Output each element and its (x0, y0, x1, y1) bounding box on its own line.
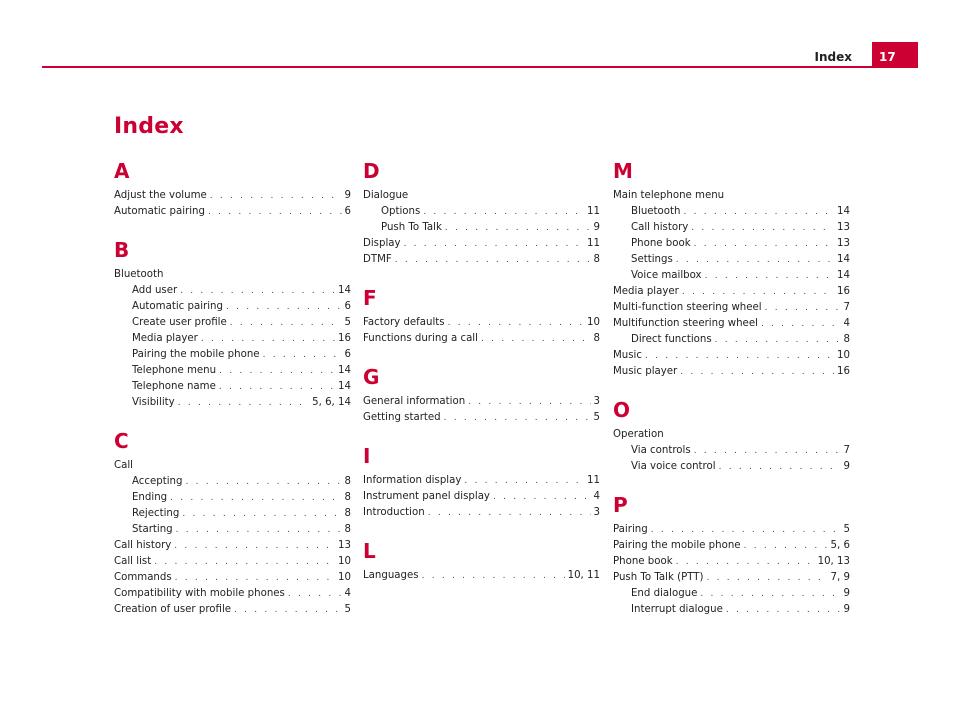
index-entry-page: 10 (587, 317, 600, 328)
dot-leader (226, 299, 342, 315)
index-entry (613, 220, 850, 236)
page-number-badge: 17 (872, 42, 918, 68)
index-entry (114, 538, 351, 554)
index-entry (613, 459, 850, 475)
index-entry (613, 602, 850, 618)
index-entry (114, 554, 351, 570)
index-entry-term: Call history (631, 222, 689, 233)
index-entry (114, 379, 351, 395)
index-section (114, 158, 351, 220)
index-entry-page: 8 (344, 492, 351, 503)
index-entry-page: 3 (593, 507, 600, 518)
index-entry-term: Options (381, 206, 421, 217)
index-entry-page: 14 (837, 270, 850, 281)
dot-leader (154, 554, 335, 570)
index-entry-term: Functions during a call (363, 333, 478, 344)
index-entry (613, 204, 850, 220)
dot-leader (180, 283, 335, 299)
index-entry-page: 6 (344, 349, 351, 360)
index-entry (613, 332, 850, 348)
index-entry (114, 188, 351, 204)
index-entry-term: Voice mailbox (631, 270, 702, 281)
index-entry-page: 5 (593, 412, 600, 423)
dot-leader (219, 363, 335, 379)
dot-leader (444, 410, 591, 426)
index-entry-term: Phone book (613, 556, 673, 567)
index-entry-term: Getting started (363, 412, 441, 423)
index-entry-term: Push To Talk (PTT) (613, 572, 704, 583)
index-entry-page: 4 (843, 318, 850, 329)
index-entry-term: Automatic pairing (132, 301, 223, 312)
index-entry-term: DTMF (363, 254, 392, 265)
index-entry-page: 16 (837, 286, 850, 297)
index-entry-page: 11 (587, 206, 600, 217)
index-entry (114, 299, 351, 315)
dot-leader (645, 348, 834, 364)
index-entry-term: Interrupt dialogue (631, 604, 723, 615)
index-entry-page: 13 (837, 222, 850, 233)
index-entry-term: General information (363, 396, 466, 407)
index-letter-heading: L (363, 539, 376, 563)
index-letter-heading: A (114, 159, 130, 183)
index-entry (613, 300, 850, 316)
index-entry-term: Factory defaults (363, 317, 445, 328)
dot-leader (178, 395, 309, 411)
index-entry-term: Settings (631, 254, 673, 265)
index-entry (363, 236, 600, 252)
index-entry-page: 13 (837, 238, 850, 249)
header-rule (42, 66, 918, 68)
index-entry-page: 6 (344, 206, 351, 217)
index-section (363, 285, 600, 347)
index-entry-term: Multifunction steering wheel (613, 318, 758, 329)
dot-leader (705, 268, 834, 284)
index-entry-term: Bluetooth (114, 269, 164, 280)
index-entry (114, 331, 351, 347)
index-section (613, 397, 850, 475)
index-entry (114, 570, 351, 586)
index-entry-term: Music player (613, 366, 678, 377)
index-entry-page: 8 (593, 254, 600, 265)
dot-leader (448, 315, 584, 331)
index-entry-term: Call history (114, 540, 172, 551)
index-entry (363, 220, 600, 236)
index-entry-term: Commands (114, 572, 172, 583)
index-entry (363, 252, 600, 268)
index-letter-heading: D (363, 159, 380, 183)
index-section (613, 492, 850, 618)
index-entry-term: Telephone menu (132, 365, 217, 376)
index-entry-term: Direct functions (631, 334, 712, 345)
index-entry-page: 14 (837, 206, 850, 217)
dot-leader (694, 443, 841, 459)
index-entry-term: Music (613, 350, 642, 361)
dot-leader (170, 490, 341, 506)
index-entry-page: 6 (344, 301, 351, 312)
index-column-1 (114, 158, 351, 618)
dot-leader (404, 236, 584, 252)
index-letter-heading: M (613, 159, 633, 183)
index-entry (114, 267, 351, 283)
dot-leader (744, 538, 828, 554)
index-letter-heading: I (363, 444, 371, 468)
index-entry-term: Ending (132, 492, 168, 503)
index-entry-term: Creation of user profile (114, 604, 232, 615)
dot-leader (493, 489, 591, 505)
index-entry (114, 204, 351, 220)
index-entry-page: 5, 6, 14 (312, 397, 351, 408)
index-letter-heading: P (613, 493, 628, 517)
index-entry (363, 204, 600, 220)
index-entry-page: 14 (338, 285, 351, 296)
index-entry-term: Display (363, 238, 401, 249)
index-section (613, 158, 850, 380)
index-entry (613, 316, 850, 332)
dot-leader (175, 570, 335, 586)
index-entry (613, 348, 850, 364)
index-entry (613, 236, 850, 252)
index-entry-term: Telephone name (132, 381, 216, 392)
index-letter-heading: G (363, 365, 380, 389)
index-entry (114, 522, 351, 538)
index-entry (114, 347, 351, 363)
index-entry (363, 505, 600, 521)
index-column-2 (363, 158, 600, 584)
dot-leader (726, 602, 841, 618)
dot-leader (230, 315, 342, 331)
index-entry (114, 506, 351, 522)
index-entry-page: 8 (344, 476, 351, 487)
index-entry (613, 554, 850, 570)
index-entry-page: 5 (344, 317, 351, 328)
dot-leader (185, 474, 341, 490)
index-entry-term: Phone book (631, 238, 691, 249)
index-entry-term: Dialogue (363, 190, 409, 201)
index-entry-term: Information display (363, 475, 462, 486)
index-entry-page: 7 (843, 302, 850, 313)
index-entry-term: Via controls (631, 445, 691, 456)
index-entry (613, 538, 850, 554)
dot-leader (676, 554, 815, 570)
index-entry-term: End dialogue (631, 588, 698, 599)
index-entry-page: 9 (344, 190, 351, 201)
index-entry (613, 284, 850, 300)
index-entry-page: 14 (837, 254, 850, 265)
index-section (363, 158, 600, 268)
index-section (363, 443, 600, 521)
index-entry-page: 14 (338, 381, 351, 392)
index-entry-page: 9 (593, 222, 600, 233)
dot-leader (464, 473, 584, 489)
index-entry-term: Pairing (613, 524, 648, 535)
dot-leader (234, 602, 341, 618)
index-entry (363, 188, 600, 204)
dot-leader (715, 332, 841, 348)
index-letter-heading: B (114, 238, 130, 262)
index-entry-page: 8 (843, 334, 850, 345)
index-entry-term: Starting (132, 524, 173, 535)
index-entry-page: 4 (593, 491, 600, 502)
index-entry (363, 473, 600, 489)
index-entry (613, 252, 850, 268)
dot-leader (682, 284, 834, 300)
index-entry-page: 5 (344, 604, 351, 615)
index-entry-page: 5 (843, 524, 850, 535)
index-entry-page: 11 (587, 238, 600, 249)
index-entry (114, 395, 351, 411)
dot-leader (676, 252, 834, 268)
index-entry-page: 10, 13 (817, 556, 850, 567)
dot-leader (176, 522, 342, 538)
dot-leader (651, 522, 841, 538)
dot-leader (765, 300, 841, 316)
index-entry (114, 474, 351, 490)
index-entry-term: Operation (613, 429, 664, 440)
index-entry-term: Pairing the mobile phone (613, 540, 741, 551)
index-entry-page: 8 (344, 524, 351, 535)
dot-leader (683, 204, 834, 220)
dot-leader (263, 347, 342, 363)
page-title: Index (114, 114, 184, 139)
index-entry (613, 427, 850, 443)
dot-leader (182, 506, 341, 522)
dot-leader (481, 331, 591, 347)
index-entry (114, 458, 351, 474)
index-entry-page: 16 (338, 333, 351, 344)
dot-leader (694, 236, 834, 252)
index-letter-heading: C (114, 429, 129, 453)
index-entry-term: Via voice control (631, 461, 716, 472)
index-entry-page: 14 (338, 365, 351, 376)
dot-leader (700, 586, 840, 602)
index-entry-page: 10 (837, 350, 850, 361)
index-entry (114, 363, 351, 379)
index-entry-term: Languages (363, 570, 419, 581)
dot-leader (691, 220, 834, 236)
index-entry-term: Add user (132, 285, 178, 296)
dot-leader (288, 586, 342, 602)
index-entry (613, 188, 850, 204)
index-entry-term: Create user profile (132, 317, 227, 328)
index-entry-page: 9 (843, 588, 850, 599)
index-entry (613, 268, 850, 284)
index-entry-term: Call list (114, 556, 152, 567)
index-entry (363, 568, 600, 584)
dot-leader (210, 188, 342, 204)
index-entry-term: Rejecting (132, 508, 180, 519)
index-entry-term: Pairing the mobile phone (132, 349, 260, 360)
index-entry-page: 5, 6 (830, 540, 850, 551)
dot-leader (719, 459, 841, 475)
index-section (363, 364, 600, 426)
index-entry-page: 7, 9 (830, 572, 850, 583)
index-entry-term: Automatic pairing (114, 206, 205, 217)
index-entry-page: 10 (338, 572, 351, 583)
index-entry-page: 9 (843, 604, 850, 615)
dot-leader (395, 252, 591, 268)
index-entry (114, 283, 351, 299)
index-entry-page: 13 (338, 540, 351, 551)
index-entry (363, 331, 600, 347)
index-entry (613, 443, 850, 459)
dot-leader (208, 204, 342, 220)
index-entry (363, 489, 600, 505)
index-entry-page: 4 (344, 588, 351, 599)
dot-leader (174, 538, 335, 554)
index-entry-term: Multi-function steering wheel (613, 302, 762, 313)
index-entry-term: Adjust the volume (114, 190, 207, 201)
dot-leader (423, 204, 584, 220)
dot-leader (680, 364, 834, 380)
dot-leader (201, 331, 335, 347)
index-entry (114, 315, 351, 331)
index-entry-page: 11 (587, 475, 600, 486)
index-entry (114, 490, 351, 506)
dot-leader (707, 570, 828, 586)
index-entry (114, 586, 351, 602)
index-entry-term: Push To Talk (381, 222, 442, 233)
index-entry-page: 3 (593, 396, 600, 407)
index-section (363, 538, 600, 584)
index-column-3 (613, 158, 850, 618)
index-section (114, 237, 351, 411)
index-entry-term: Call (114, 460, 134, 471)
index-entry (363, 394, 600, 410)
index-entry-term: Introduction (363, 507, 425, 518)
index-entry-page: 7 (843, 445, 850, 456)
index-entry-page: 8 (593, 333, 600, 344)
index-entry-term: Media player (613, 286, 679, 297)
index-letter-heading: O (613, 398, 631, 422)
index-entry-term: Visibility (132, 397, 175, 408)
index-entry-page: 10, 11 (567, 570, 600, 581)
index-entry (363, 410, 600, 426)
dot-leader (422, 568, 565, 584)
index-entry-page: 16 (837, 366, 850, 377)
index-entry-page: 9 (843, 461, 850, 472)
index-entry-page: 8 (344, 508, 351, 519)
index-entry (613, 364, 850, 380)
dot-leader (219, 379, 335, 395)
index-entry (114, 602, 351, 618)
index-entry-term: Instrument panel display (363, 491, 490, 502)
index-entry-term: Main telephone menu (613, 190, 725, 201)
index-letter-heading: F (363, 286, 377, 310)
index-entry-term: Accepting (132, 476, 183, 487)
index-entry-page: 10 (338, 556, 351, 567)
running-header-title: Index (814, 50, 852, 64)
dot-leader (428, 505, 591, 521)
dot-leader (761, 316, 841, 332)
index-entry (613, 586, 850, 602)
index-entry-term: Media player (132, 333, 198, 344)
index-entry-term: Compatibility with mobile phones (114, 588, 285, 599)
index-section (114, 428, 351, 618)
index-entry (613, 522, 850, 538)
index-entry (363, 315, 600, 331)
index-entry-term: Bluetooth (631, 206, 681, 217)
index-entry (613, 570, 850, 586)
dot-leader (468, 394, 590, 410)
dot-leader (445, 220, 591, 236)
